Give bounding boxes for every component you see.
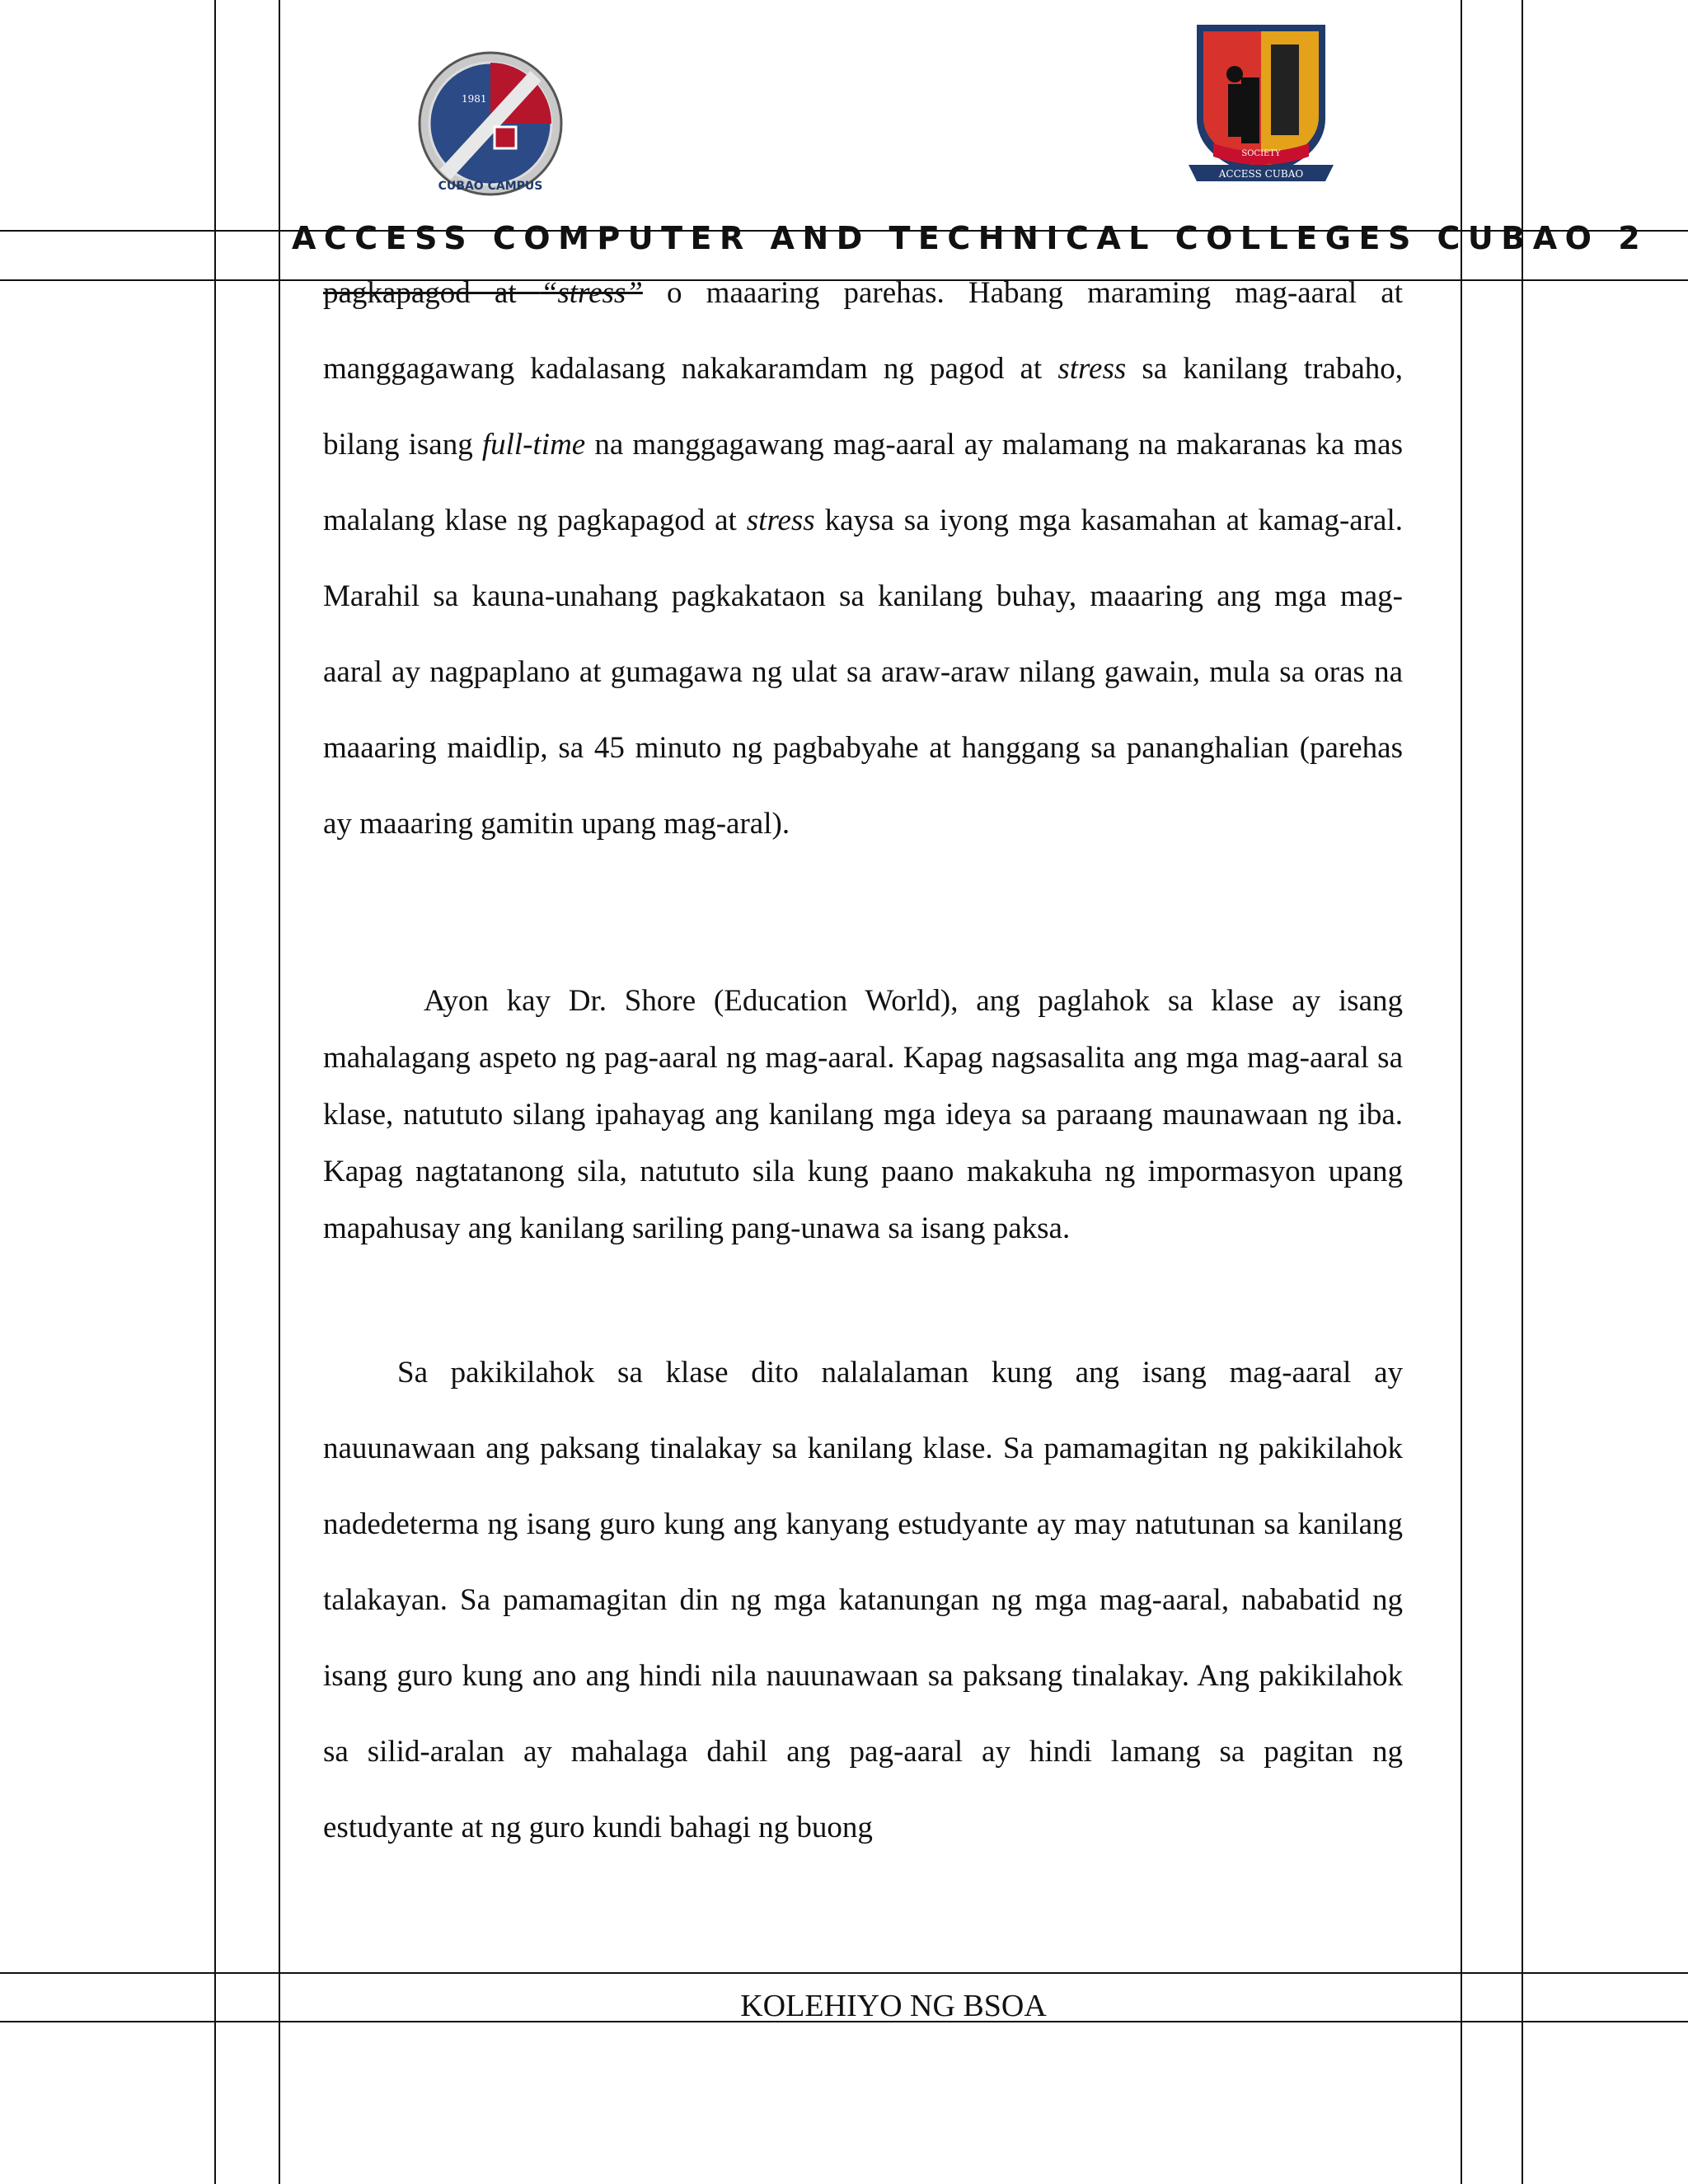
frame-line-inner-left — [279, 0, 280, 2184]
frame-line-inner-right — [1461, 0, 1462, 2184]
p1-s8: stress — [746, 504, 815, 537]
frame-line-outer-right — [1522, 0, 1523, 2184]
p1-s1: pagkapagod at — [323, 276, 541, 310]
school-seal-logo — [412, 51, 569, 196]
p1-s2: “stress” — [540, 276, 643, 310]
p1-s7: na manggagawang mag-aaral ay malamang na makaranas ka mas malalang klase ng pagkapagod at — [323, 428, 1403, 537]
body-paragraph-2 — [323, 972, 1403, 1257]
p1-s6: full-time — [481, 428, 586, 462]
p2-text: Ayon kay Dr. Shore (Education World), ang paglahok sa klase ay isang mahalagang aspeto ng pag-aaral ng mag-aaral. Kapag nagsasalita ang mga mag-aaral sa klase, natututo silang ipahayag ang kanilang mga ideya sa paraang maunawaan ng iba. Kapag nagtatanong sila, natututo sila kung paano makakuha ng impormasyon upang mapahusay ang kanilang sariling pang-unawa sa isang paksa. — [323, 984, 1403, 1245]
svg-text:SOCIETY: SOCIETY — [1241, 149, 1281, 158]
p3-text: Sa pakikilahok sa klase dito nalalalaman kung ang isang mag-aaral ay nauunawaan ang paksang tinalakay sa kanilang klase. Sa pamamagitan ng pakikilahok nadedeterma ng isang guro kung ang kanyang estudyante ay may natutunan sa kanilang talakayan. Sa pamamagitan din ng mga katanungan ng mga mag-aaral, nababatid ng isang guro kung ano ang hindi nila nauunawaan sa paksang tinalakay. Ang pakikilahok sa silid-aralan ay mahalaga dahil ang pag-aaral ay hindi lamang sa pagitan ng estudyante at ng guro kundi bahagi ng buong — [323, 1356, 1403, 1844]
frame-line-footer-top — [0, 1972, 1688, 1974]
svg-text:1981: 1981 — [462, 93, 487, 105]
frame-line-outer-left — [214, 0, 216, 2184]
body-paragraph-3 — [323, 1335, 1403, 1866]
p1-s3: o maaaring parehas. Habang maraming mag-aaral at manggagawang kadalasang nakakaramdam ng pagod at — [323, 276, 1403, 386]
footer-text: KOLEHIYO NG BSOA — [740, 1989, 1047, 2023]
p1-s5: sa kanilang trabaho, bilang isang — [323, 352, 1403, 462]
p1-s4: stress — [1057, 352, 1127, 386]
body-paragraph-1 — [323, 255, 1403, 862]
p1-s9: kaysa sa iyong mga kasamahan at kamag-aral. Marahil sa kauna-unahang pagkakataon sa kanilang buhay, maaaring ang mga mag-aaral ay nagpaplano at gumagawa ng ulat sa araw-araw nilang gawain, mula sa oras na maaaring maidlip, sa 45 minuto ng pagbabyahe at hanggang sa pananghalian (parehas ay maaaring gamitin upang mag-aral). — [323, 504, 1403, 841]
svg-text:ACCESS CUBAO: ACCESS CUBAO — [1218, 168, 1304, 180]
business-society-logo — [1180, 20, 1342, 185]
header-title: ACCESS COMPUTER AND TECHNICAL COLLEGES CUBAO 2 — [292, 220, 1648, 256]
svg-text:CUBAO CAMPUS: CUBAO CAMPUS — [438, 180, 543, 193]
